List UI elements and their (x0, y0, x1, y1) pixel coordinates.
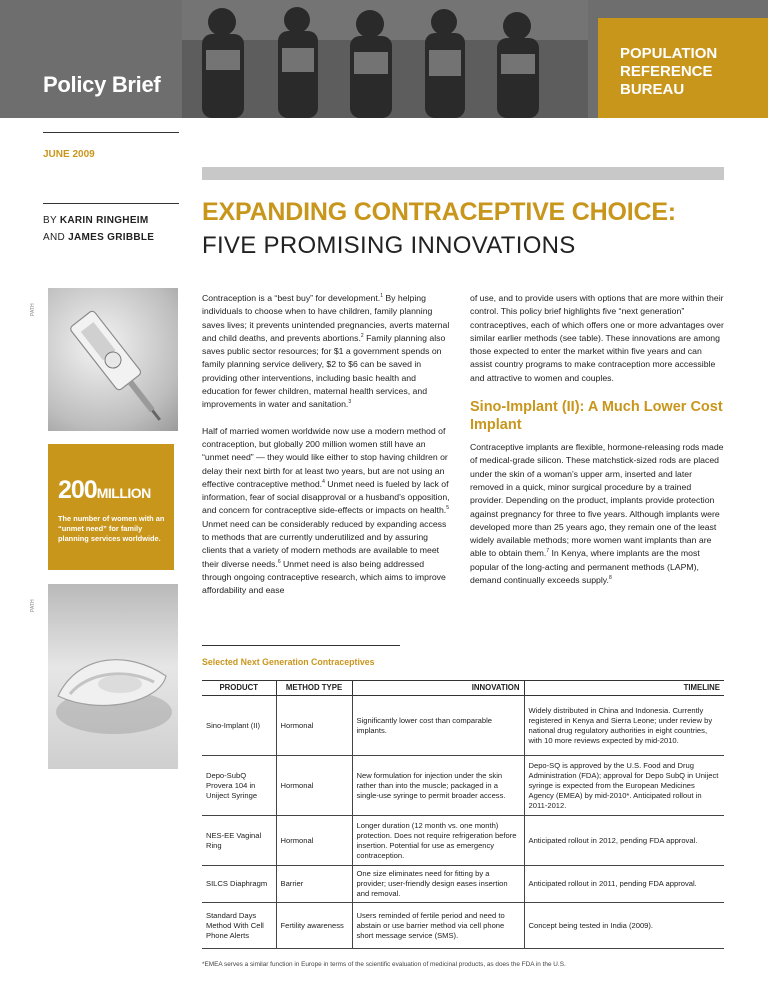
method-type-cell: Hormonal (276, 756, 352, 816)
innovation-cell: Significantly lower cost than comparable implants. (352, 696, 524, 756)
table-row (202, 696, 724, 756)
method-type-cell: Barrier (276, 866, 352, 903)
column-header: PRODUCT (202, 681, 276, 696)
byline (43, 212, 154, 246)
timeline-cell: Concept being tested in India (2009). (524, 903, 724, 949)
timeline-cell: Anticipated rollout in 2012, pending FDA approval. (524, 816, 724, 866)
table-footnote: *EMEA serves a similar function in Europe in terms of the scientific evaluation of medicinal products, as does the FDA in the U.S. (202, 961, 566, 968)
title-line-2: FIVE PROMISING INNOVATIONS (202, 232, 576, 259)
footnote-ref: 4 (322, 478, 325, 485)
diaphragm-device-image (48, 584, 178, 769)
method-type-cell: Hormonal (276, 696, 352, 756)
footnote-ref: 2 (360, 333, 364, 339)
text-run: Family planning also saves public sector resources; for $1 a government spends on family planning service delivery, $2 to $6 can be saved in providing other interventions, including basic health and education for fewer children, maternal health services, and improvements in water and sanitation. (202, 332, 446, 410)
column-header: INNOVATION (352, 681, 524, 696)
section-heading: Sino-Implant (II): A Much Lower Cost Implant (470, 399, 723, 434)
divider (43, 132, 179, 133)
footnote-ref: 7 (546, 548, 550, 555)
footnote-ref: 8 (608, 575, 612, 582)
org-name-line: BUREAU (620, 81, 685, 98)
diaphragm-photo (48, 584, 178, 769)
implant-photo (48, 288, 178, 431)
footnote-ref: 6 (277, 558, 281, 565)
header-photo (182, 0, 588, 118)
footnote-ref: 5 (446, 505, 449, 512)
paragraph (470, 441, 724, 587)
divider (202, 645, 400, 646)
product-cell: Sino-Implant (II) (202, 696, 276, 756)
timeline-cell: Anticipated rollout in 2011, pending FDA approval. (524, 866, 724, 903)
prb-logo-box (598, 18, 768, 118)
stat-callout (48, 444, 174, 570)
table-header-row (202, 681, 724, 696)
timeline-cell: Widely distributed in China and Indonesia. Currently registered in Kenya and Sierra Leone; under review by national drug regulatory authorities in eight countries, with 10 more reviews expected by mid-2010. (524, 696, 724, 756)
product-cell: Standard Days Method With Cell Phone Alerts (202, 903, 276, 949)
product-cell: SILCS Diaphragm (202, 866, 276, 903)
text-run: Half of married women worldwide now use a modern method of contraception, but globally 200 million women still have an “unmet need” — they would like either to stop having children or delay their next birth for at least two years, but are not using an effective contraceptive method. (202, 425, 448, 489)
text-run: Unmet need is fueled by lack of information, fear of social disapproval or a husband’s opposition, and concern for contraceptive side-effects or impacts on health. (202, 478, 450, 516)
body-column-1 (202, 292, 450, 611)
footnote-ref: 3 (348, 399, 352, 406)
org-name-line: POPULATION (620, 45, 718, 62)
stat-description: The number of women with an “unmet need” for family planning services worldwide. (58, 514, 165, 543)
column-header: TIMELINE (524, 681, 724, 696)
photo-credit: PATH (30, 599, 36, 612)
method-type-cell: Hormonal (276, 816, 352, 866)
text-run: Unmet need is also being addressed through ongoing contraceptive research, which aims to improve affordability and ease (202, 558, 446, 596)
women-group-photo (182, 0, 588, 118)
table-title: Selected Next Generation Contraceptives (202, 657, 375, 667)
text-run: By helping individuals to choose when to have children, family planning saves lives; it prevents unintended pregnancies, averts maternal and child deaths, and prevents abortions. (202, 293, 450, 343)
innovation-cell: One size eliminates need for fitting by a provider; user-friendly design eases insertion and removal. (352, 866, 524, 903)
policy-brief-label: Policy Brief (43, 72, 161, 97)
footnote-ref: 1 (380, 293, 383, 300)
title-line-1: EXPANDING CONTRACEPTIVE CHOICE: (202, 198, 676, 226)
implant-device-image (48, 288, 178, 431)
org-name-line: REFERENCE (620, 63, 713, 80)
method-type-cell: Fertility awareness (276, 903, 352, 949)
divider (43, 203, 179, 204)
innovation-cell: New formulation for injection under the skin rather than into the muscle; packaged in a single-use syringe to permit broader access. (352, 756, 524, 816)
table-row (202, 756, 724, 816)
text-run: In Kenya, where implants are the most popular of the long-acting and permanent methods (LAPM), demand continually exceeds supply. (470, 548, 700, 586)
stat-number (58, 476, 151, 505)
header-banner (0, 0, 768, 118)
stat-value: 200 (58, 476, 97, 504)
title-bar (202, 167, 724, 180)
stat-unit: MILLION (96, 485, 151, 501)
photo-credit: PATH (30, 303, 36, 316)
innovation-cell: Users reminded of fertile period and need to abstain or use barrier method via cell phone short message service (SMS). (352, 903, 524, 949)
paragraph: of use, and to provide users with options that are more within their control. This policy brief highlights five “next generation” contraceptives, each of which offers one or more advantages over similar earlier methods (see table). These innovations are among those expected to enter the market within five years and can assist country programs to make contraception more accessible and attractive to women and couples. (470, 293, 724, 383)
table-row (202, 903, 724, 949)
product-cell: NES-EE Vaginal Ring (202, 816, 276, 866)
text-run: Contraception is a “best buy” for development. (202, 293, 381, 303)
contraceptives-table (202, 680, 724, 949)
author-name: KARIN RINGHEIM (59, 215, 149, 226)
innovation-cell: Longer duration (12 month vs. one month) protection. Does not require refrigeration before insertion. Potential for use as emergency contraception. (352, 816, 524, 866)
byline-by: BY (43, 215, 57, 226)
paragraph (202, 292, 450, 412)
table-row (202, 816, 724, 866)
publication-date: JUNE 2009 (43, 149, 95, 160)
text-run: Unmet need can be considerably reduced by expanding access to methods that are currently underutilized and by assuring clients that a variety of modern methods are available to meet their diverse needs. (202, 518, 447, 569)
paragraph (202, 425, 450, 598)
product-cell: Depo-SubQ Provera 104 in Uniject Syringe (202, 756, 276, 816)
author-name: JAMES GRIBBLE (68, 232, 155, 243)
text-run: Contraceptive implants are flexible, hormone-releasing rods made of medical-grade silicon. These matchstick-sized rods are placed under the skin of a woman’s upper arm, inserted and later removed in a quick, minor surgical procedure by a trained provider. Depending on the product, implants provide protection against pregnancy for three to five years. Although implants were developed more than 25 years ago, they remain one of the least widely available methods; more women want implants than are able to obtain them. (470, 442, 724, 559)
timeline-cell: Depo-SQ is approved by the U.S. Food and Drug Administration (FDA); approval for Depo SubQ in Uniject syringe is expected from the European Medicines Agency (EMEA) by mid-2010*. Anticipated rollout in 2011-2012. (524, 756, 724, 816)
column-header: METHOD TYPE (276, 681, 352, 696)
table-row (202, 866, 724, 903)
byline-and: AND (43, 232, 66, 243)
body-column-2 (470, 292, 724, 600)
